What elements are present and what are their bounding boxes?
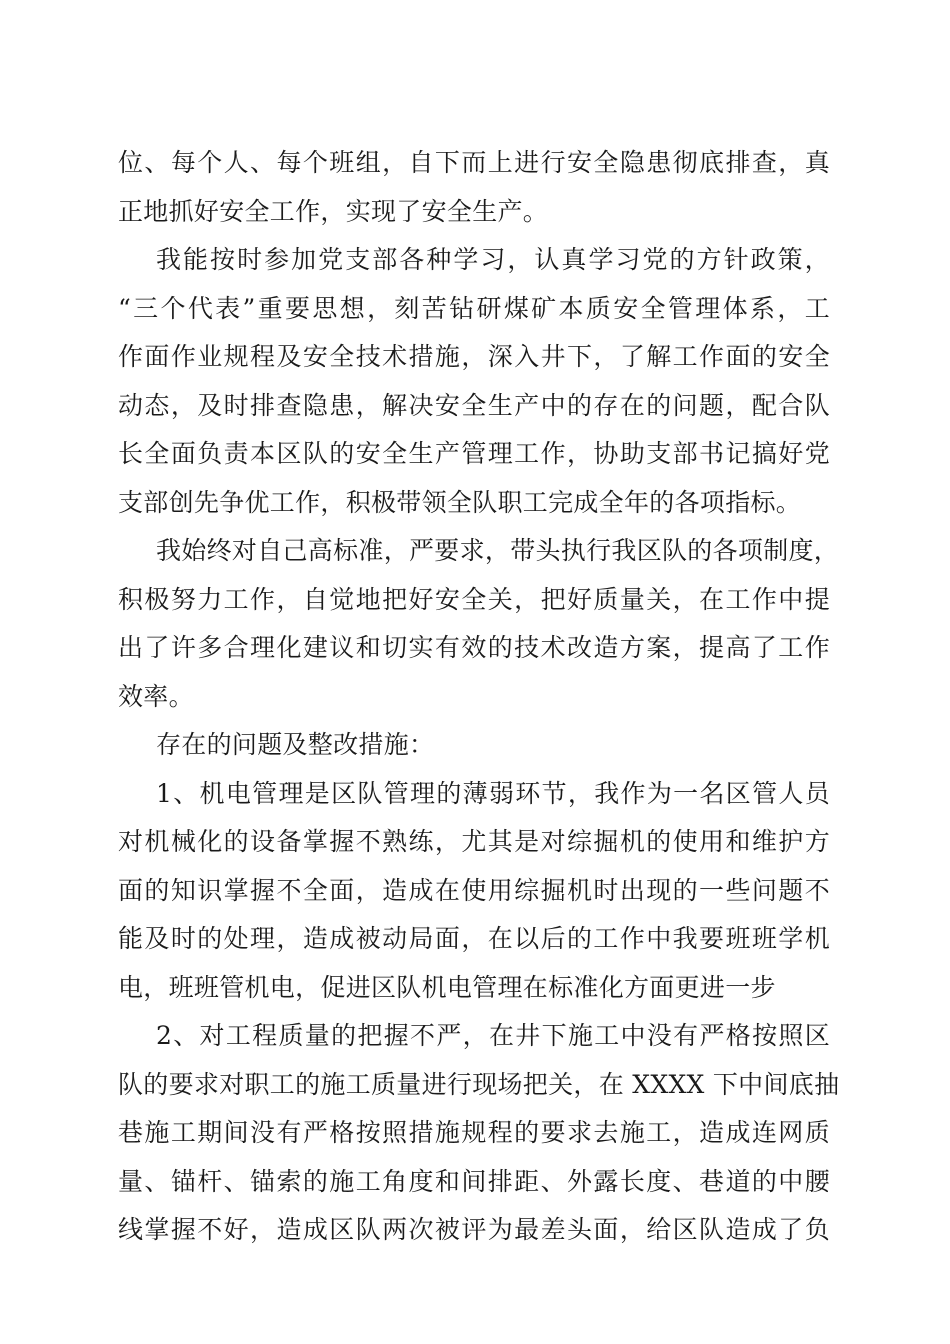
text-line: 量、锚杆、锚索的施工角度和间排距、外露长度、巷道的中腰 [118, 1166, 830, 1196]
text-line: 队的要求对职工的施工质量进行现场把关，在 XXXX 下中间底抽 [118, 1069, 840, 1099]
text-line: 我能按时参加党支部各种学习，认真学习党的方针政策， [156, 245, 830, 274]
text-line: 效率。 [118, 681, 194, 711]
text-line: 动态，及时排查隐患，解决安全生产中的存在的问题，配合队 [118, 390, 830, 420]
text-line: 位、每个人、每个班组，自下而上进行安全隐患彻底排查，真 [118, 148, 830, 177]
text-line: 作面作业规程及安全技术措施，深入井下，了解工作面的安全 [118, 342, 830, 371]
text-line: 支部创先争优工作，积极带领全队职工完成全年的各项指标。 [118, 487, 802, 517]
text-line: “三个代表”重要思想，刻苦钻研煤矿本质安全管理体系，工 [118, 293, 830, 323]
text-line: 出了许多合理化建议和切实有效的技术改造方案，提高了工作 [118, 633, 830, 662]
text-line: 对机械化的设备掌握不熟练，尤其是对综掘机的使用和维护方 [118, 827, 830, 856]
text-line: 能及时的处理，造成被动局面，在以后的工作中我要班班学机 [118, 924, 830, 953]
text-line: 线掌握不好，造成区队两次被评为最差头面，给区队造成了负 [118, 1215, 830, 1244]
text-line: 长全面负责本区队的安全生产管理工作，协助支部书记搞好党 [118, 439, 830, 468]
text-line: 1、机电管理是区队管理的薄弱环节，我作为一名区管人员 [156, 778, 830, 808]
text-line: 2、对工程质量的把握不严，在井下施工中没有严格按照区 [156, 1021, 830, 1050]
text-line: 巷施工期间没有严格按照措施规程的要求去施工，造成连网质 [118, 1118, 830, 1147]
text-line: 我始终对自己高标准，严要求，带头执行我区队的各项制度， [156, 536, 840, 565]
body-text [118, 139, 840, 1255]
text-line: 正地抓好安全工作，实现了安全生产。 [118, 196, 549, 226]
text-line: 电，班班管机电，促进区队机电管理在标准化方面更进一步 [118, 972, 776, 1002]
text-line: 积极努力工作，自觉地把好安全关，把好质量关，在工作中提 [118, 584, 830, 614]
text-line: 面的知识掌握不全面，造成在使用综掘机时出现的一些问题不 [118, 875, 830, 905]
section-heading: 存在的问题及整改措施： [156, 730, 435, 759]
